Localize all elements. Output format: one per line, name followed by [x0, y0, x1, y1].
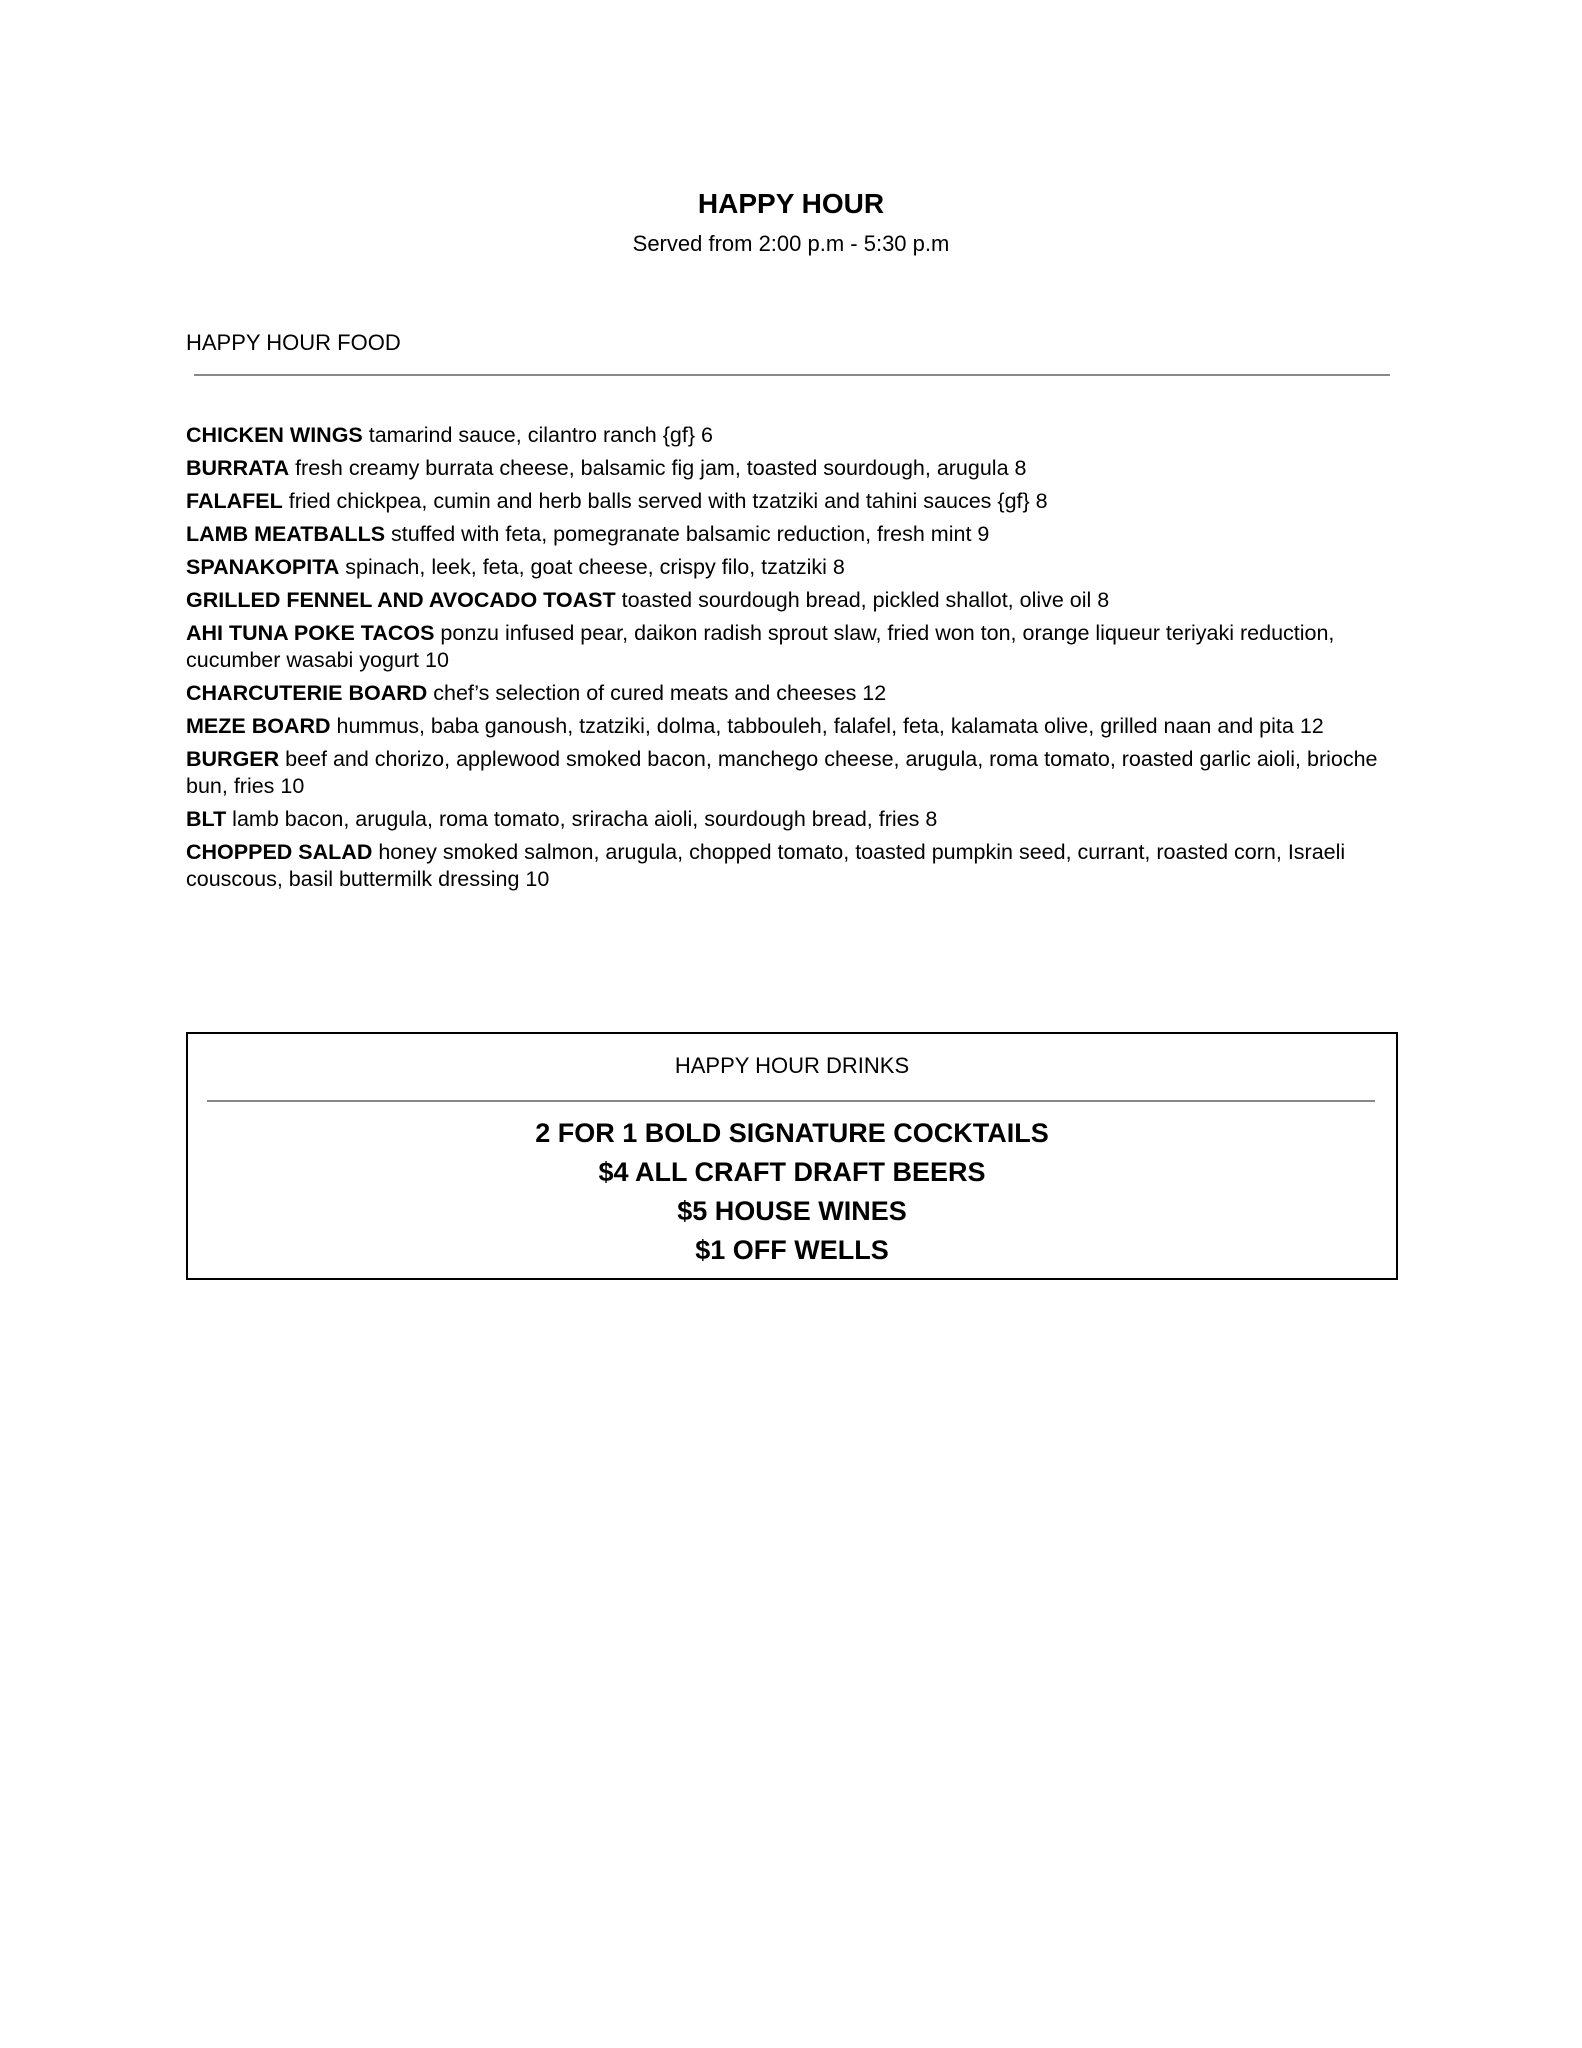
drinks-section-heading: HAPPY HOUR DRINKS — [674, 1053, 910, 1078]
food-item-description: ponzu infused pear, daikon radish sprout slaw, fried won ton, orange liqueur teriyaki reduction, cucumber wasabi yogurt 10 — [186, 621, 1335, 672]
food-item-description: fried chickpea, cumin and herb balls served with tzatziki and tahini sauces {gf} 8 — [282, 489, 1048, 513]
drink-special: $1 OFF WELLS — [695, 1235, 889, 1265]
food-item — [186, 620, 1386, 674]
food-item-name: CHICKEN WINGS — [186, 423, 363, 447]
drink-special: $4 ALL CRAFT DRAFT BEERS — [598, 1157, 986, 1187]
food-item — [186, 587, 1386, 614]
food-item-description: honey smoked salmon, arugula, chopped tomato, toasted pumpkin seed, currant, roasted corn, Israeli couscous, basil buttermilk dressing 10 — [186, 840, 1346, 891]
food-item — [186, 554, 1386, 581]
food-item-name: MEZE BOARD — [186, 714, 331, 738]
drinks-divider — [207, 1100, 1375, 1102]
food-item — [186, 713, 1386, 740]
food-item-description: stuffed with feta, pomegranate balsamic reduction, fresh mint 9 — [385, 522, 990, 546]
food-item — [186, 680, 1386, 707]
food-item-description: tamarind sauce, cilantro ranch {gf} 6 — [362, 423, 713, 447]
food-item-description: toasted sourdough bread, pickled shallot, olive oil 8 — [615, 588, 1110, 612]
food-item — [186, 521, 1386, 548]
food-item-description: fresh creamy burrata cheese, balsamic fig jam, toasted sourdough, arugula 8 — [289, 456, 1027, 480]
food-item-description: spinach, leek, feta, goat cheese, crispy filo, tzatziki 8 — [339, 555, 845, 579]
food-item — [186, 455, 1386, 482]
food-item-name: CHARCUTERIE BOARD — [186, 681, 428, 705]
food-item-name: FALAFEL — [186, 489, 283, 513]
drink-special: $5 HOUSE WINES — [677, 1196, 907, 1226]
food-item — [186, 839, 1386, 893]
food-item-description: lamb bacon, arugula, roma tomato, sriracha aioli, sourdough bread, fries 8 — [226, 807, 938, 831]
food-item-name: SPANAKOPITA — [186, 555, 340, 579]
food-section-heading: HAPPY HOUR FOOD — [186, 330, 401, 355]
food-item-description: chef’s selection of cured meats and cheeses 12 — [427, 681, 887, 705]
serving-hours: Served from 2:00 p.m - 5:30 p.m — [632, 231, 950, 256]
food-item-name: BLT — [186, 807, 227, 831]
food-item-name: AHI TUNA POKE TACOS — [186, 621, 435, 645]
food-item-name: LAMB MEATBALLS — [186, 522, 386, 546]
food-item-description: beef and chorizo, applewood smoked bacon, manchego cheese, arugula, roma tomato, roasted garlic aioli, brioche bun, fries 10 — [186, 747, 1378, 798]
drink-special: 2 FOR 1 BOLD SIGNATURE COCKTAILS — [535, 1118, 1049, 1148]
food-item — [186, 746, 1386, 800]
food-divider — [194, 374, 1390, 376]
page-title: HAPPY HOUR — [697, 188, 885, 219]
food-item-name: CHOPPED SALAD — [186, 840, 373, 864]
food-list — [186, 422, 1386, 899]
food-item — [186, 488, 1386, 515]
food-item-description: hummus, baba ganoush, tzatziki, dolma, tabbouleh, falafel, feta, kalamata olive, grilled naan and pita 12 — [330, 714, 1324, 738]
food-item-name: GRILLED FENNEL AND AVOCADO TOAST — [186, 588, 616, 612]
food-item — [186, 422, 1386, 449]
food-item-name: BURGER — [186, 747, 280, 771]
drinks-list — [188, 1114, 1396, 1270]
food-item-name: BURRATA — [186, 456, 290, 480]
food-item — [186, 806, 1386, 833]
drinks-box — [186, 1032, 1398, 1280]
